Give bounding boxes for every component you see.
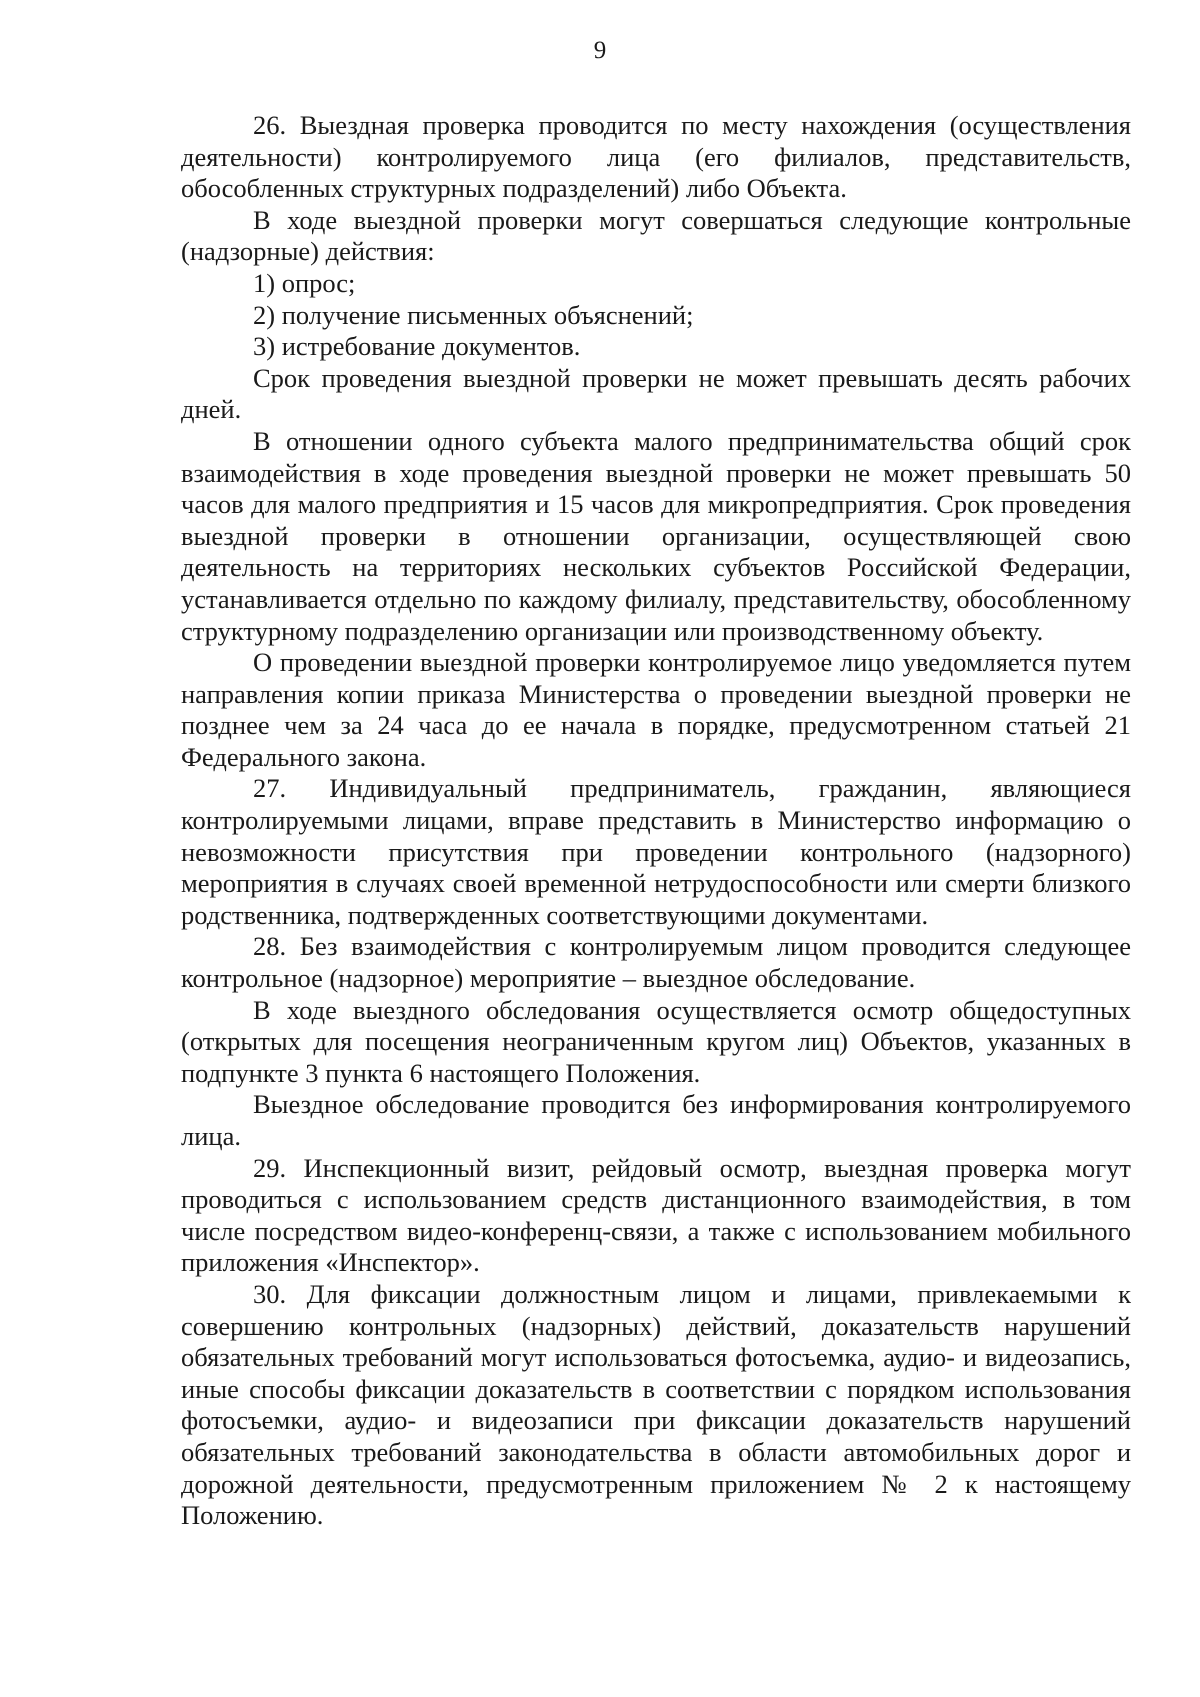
- list-item-dokumenty: 3) истребование документов.: [253, 331, 581, 362]
- paragraph-29: 29. Инспекционный визит, рейдовый осмотр, выездная проверка могут проводиться с использованием средств дистанционного взаимодействия, в том числе посредством видео-конференц-связи, а также с использованием мобильного приложения «Инспектор».: [181, 1152, 1131, 1278]
- paragraph-uvedomlenie: О проведении выездной проверки контролируемое лицо уведомляется путем направления копии приказа Министерства о проведении выездной проверки не позднее чем за 24 часа до ее начала в порядке, предусмотренном статьей 21 Федерального закона.: [181, 647, 1131, 772]
- list-item-obyasneniya: 2) получение письменных объяснений;: [253, 299, 694, 330]
- paragraph-maloe-predprinimatelstvo: В отношении одного субъекта малого предпринимательства общий срок взаимодействия в ходе проведения выездной проверки не может превышать 50 часов для малого предприятия и 15 часов для микропредприятия. Срок проведения выездной проверки в отношении организации, осуществляющей свою деятельность на территориях нескольких субъектов Российской Федерации, устанавливается отдельно по каждому филиалу, представительству, обособленному структурному подразделению организации или производственному объекту.: [181, 425, 1131, 646]
- document-body: [181, 110, 1131, 1532]
- paragraph-osmotr: В ходе выездного обследования осуществляется осмотр общедоступных (открытых для посещения неограниченным кругом лиц) Объектов, указанных в подпункте 3 пункта 6 настоящего Положения.: [181, 994, 1131, 1088]
- page-number: 9: [593, 37, 607, 64]
- paragraph-srok-proverki: Срок проведения выездной проверки не может превышать десять рабочих дней.: [181, 362, 1131, 425]
- paragraph-28: 28. Без взаимодействия с контролируемым лицом проводится следующее контрольное (надзорное) мероприятие – выездное обследование.: [181, 931, 1131, 994]
- paragraph-30: 30. Для фиксации должностным лицом и лицами, привлекаемыми к совершению контрольных (надзорных) действий, доказательств нарушений обязательных требований могут использоваться фотосъемка, аудио- и видеозапись, иные способы фиксации доказательств в соответствии с порядком использования фотосъемки, аудио- и видеозаписи при фиксации доказательств нарушений обязательных требований законодательства в области автомобильных дорог и дорожной деятельности, предусмотренным приложением № 2 к настоящему Положению.: [181, 1278, 1131, 1531]
- paragraph-27: 27. Индивидуальный предприниматель, гражданин, являющиеся контролируемыми лицами, вправе представить в Министерство информацию о невозможности присутствия при проведении контрольного (надзорного) мероприятия в случаях своей временной нетрудоспособности или смерти близкого родственника, подтвержденных соответствующими документами.: [181, 773, 1131, 930]
- list-item-opros: 1) опрос;: [253, 267, 356, 298]
- paragraph-26: 26. Выездная проверка проводится по месту нахождения (осуществления деятельности) контролируемого лица (его филиалов, представительств, обособленных структурных подразделений) либо Объекта.: [181, 110, 1131, 204]
- paragraph-bez-informirovaniya: Выездное обследование проводится без информирования контролируемого лица.: [181, 1089, 1131, 1151]
- paragraph-26-actions-intro: В ходе выездной проверки могут совершаться следующие контрольные (надзорные) действия:: [181, 204, 1131, 267]
